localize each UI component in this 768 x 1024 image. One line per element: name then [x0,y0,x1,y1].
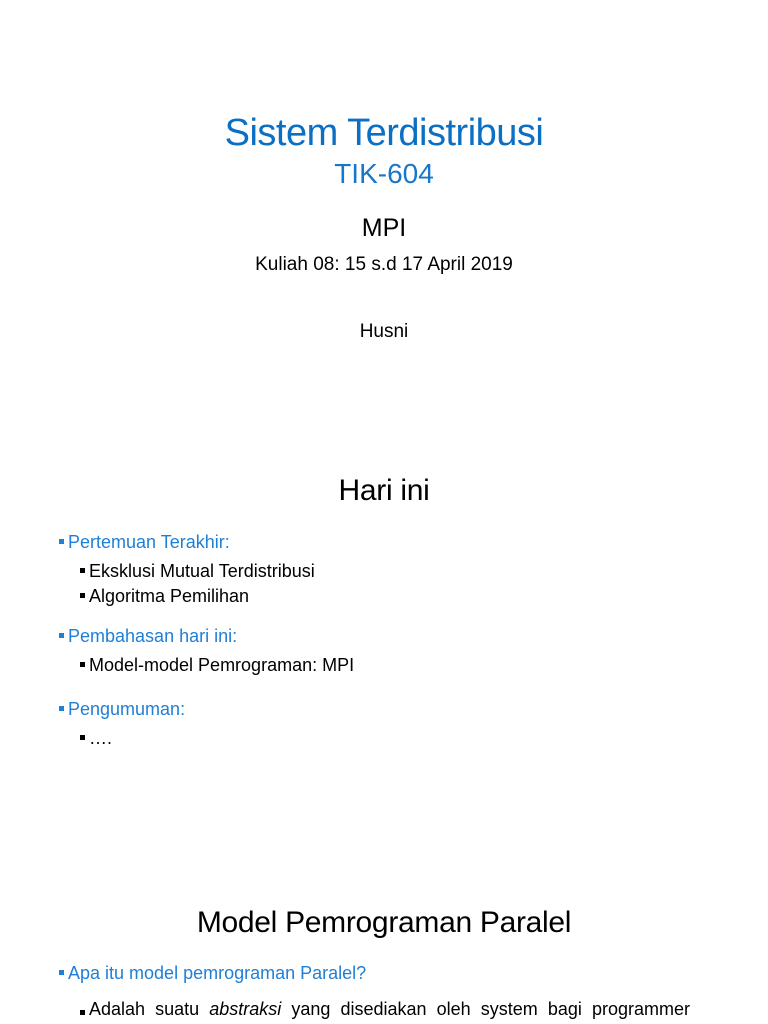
list-item-text: Model-model Pemrograman: MPI [89,655,355,675]
model-slide-title: Model Pemrograman Paralel [196,906,572,939]
word: disediakan [340,999,427,1019]
list-item [80,727,112,749]
square-bullet-icon [59,706,64,711]
square-bullet-icon [80,593,85,598]
word: bagi [547,999,582,1019]
word: suatu [155,999,200,1019]
list-item-text: Algoritma Pemilihan [89,586,250,606]
list-item [80,560,315,582]
topic-subtitle: MPI [361,214,407,242]
square-bullet-icon [59,970,64,975]
word: programmer [591,999,690,1019]
answer-text [89,998,690,1020]
section-heading-text: Pembahasan hari ini: [68,626,238,646]
agenda-slide [0,440,768,880]
title-slide [0,0,768,440]
section-heading [59,698,185,720]
list-item-text: Eksklusi Mutual Terdistribusi [89,561,315,581]
square-bullet-icon [80,662,85,667]
word: Adalah [89,999,146,1019]
square-bullet-icon [59,633,64,638]
section-heading [59,625,237,647]
model-slide [0,880,768,1024]
presentation-title: Sistem Terdistribusi [224,112,544,154]
section-heading-text: Pertemuan Terakhir: [68,532,230,552]
word: oleh [436,999,471,1019]
list-item [80,654,354,676]
square-bullet-icon [59,539,64,544]
emphasized-word: abstraksi [209,999,282,1019]
square-bullet-icon [80,735,85,740]
answer-item [80,998,690,1020]
section-heading [59,531,230,553]
list-item [80,585,249,607]
section-heading-text: Pengumuman: [68,699,186,719]
author-name: Husni [359,321,409,342]
word: yang [291,999,331,1019]
square-bullet-icon [80,568,85,573]
word: system [480,999,538,1019]
question-heading [59,962,366,984]
list-item-text: …. [89,728,113,748]
lecture-date: Kuliah 08: 15 s.d 17 April 2019 [255,254,513,275]
question-text: Apa itu model pemrograman Paralel? [68,963,367,983]
course-code: TIK-604 [334,158,434,189]
agenda-title: Hari ini [338,474,430,507]
square-bullet-icon [80,1010,85,1015]
